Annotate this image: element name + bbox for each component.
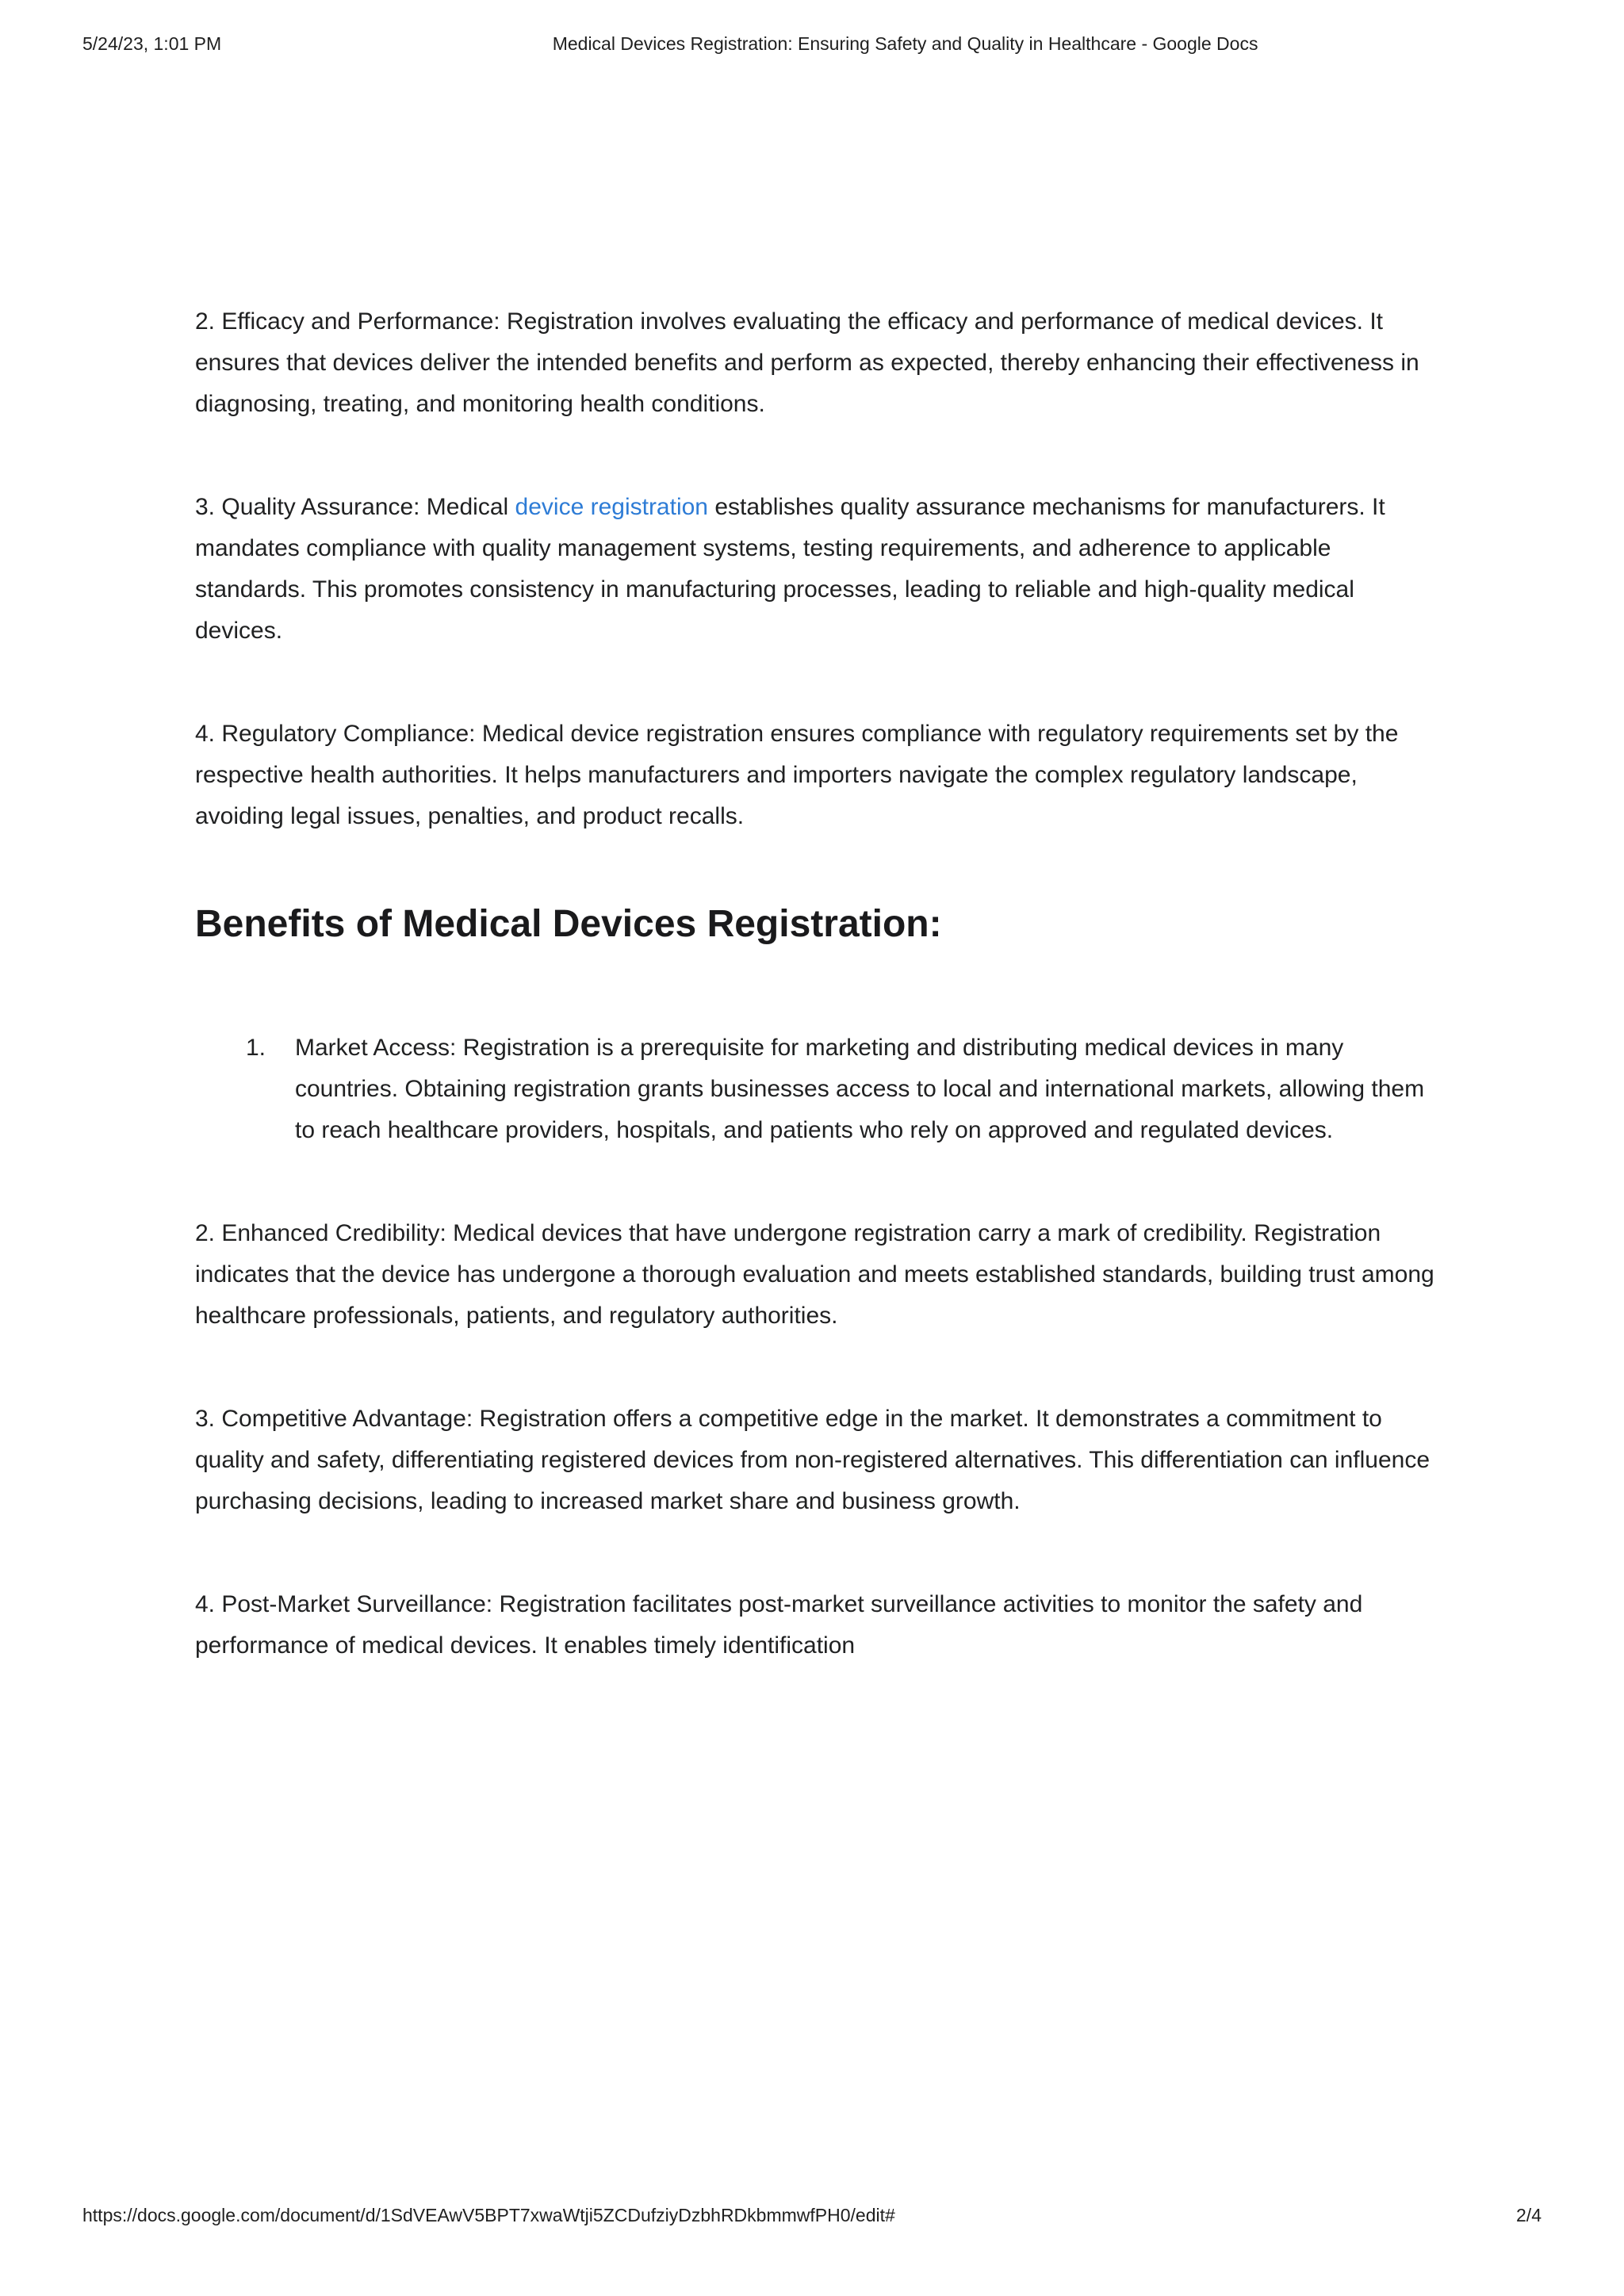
paragraph-enhanced-credibility: 2. Enhanced Credibility: Medical devices that have undergone registration carry a mark of credibility. Registration indicates that the device has undergone a thorough evaluation and meets established standards, building trust among healthcare professionals, patients, and regulatory authorities.: [195, 1220, 1434, 1329]
print-footer: [82, 2205, 1542, 2226]
print-url: https://docs.google.com/document/d/1SdVEAwV5BPT7xwaWtji5ZCDufziyDzbhRDkbmmwfPH0/edit#: [82, 2205, 895, 2225]
quality-assurance-text-before: 3. Quality Assurance: Medical: [195, 494, 515, 520]
paragraph-regulatory-compliance: 4. Regulatory Compliance: Medical device registration ensures compliance with regulatory requirements set by the respective health authorities. It helps manufacturers and importers navigate the complex regulatory landscape, avoiding legal issues, penalties, and product recalls.: [195, 721, 1399, 829]
list-item-number: 1.: [246, 1035, 266, 1061]
document-content: [195, 301, 1446, 1728]
paragraph-efficacy-performance: 2. Efficacy and Performance: Registration involves evaluating the efficacy and performance of medical devices. It ensures that devices deliver the intended benefits and perform as expected, thereby enhancing their effectiveness in diagnosing, treating, and monitoring health conditions.: [195, 308, 1419, 417]
page-indicator: 2/4: [1516, 2205, 1542, 2225]
quality-assurance-text-after: establishes quality assurance mechanisms for manufacturers. It mandates compliance with quality management systems, testing requirements, and adherence to applicable standards. This promotes consistency in manufacturing processes, leading to reliable and high-quality medical devices.: [195, 494, 1385, 644]
print-datetime: 5/24/23, 1:01 PM: [82, 33, 222, 54]
list-item-text: Market Access: Registration is a prerequisite for marketing and distributing medical devices in many countries. Obtaining registration grants businesses access to local and international markets, allowing them to reach healthcare providers, hospitals, and patients who rely on approved and regulated devices.: [295, 1035, 1425, 1143]
device-registration-link[interactable]: device registration: [515, 494, 708, 520]
paragraph-quality-assurance: [195, 487, 1446, 652]
paragraph-competitive-advantage: 3. Competitive Advantage: Registration offers a competitive edge in the market. It demonstrates a commitment to quality and safety, differentiating registered devices from non-registered alternatives. This differentiation can influence purchasing decisions, leading to increased market share and business growth.: [195, 1406, 1430, 1514]
print-header: [82, 33, 1542, 55]
list-item-market-access: [195, 1027, 1446, 1151]
benefits-heading: Benefits of Medical Devices Registration:: [195, 903, 942, 945]
paragraph-post-market-surveillance: 4. Post-Market Surveillance: Registration facilitates post-market surveillance activities to monitor the safety and performance of medical devices. It enables timely identification: [195, 1591, 1363, 1659]
print-doc-title: Medical Devices Registration: Ensuring Safety and Quality in Healthcare - Google Docs: [552, 33, 1258, 54]
